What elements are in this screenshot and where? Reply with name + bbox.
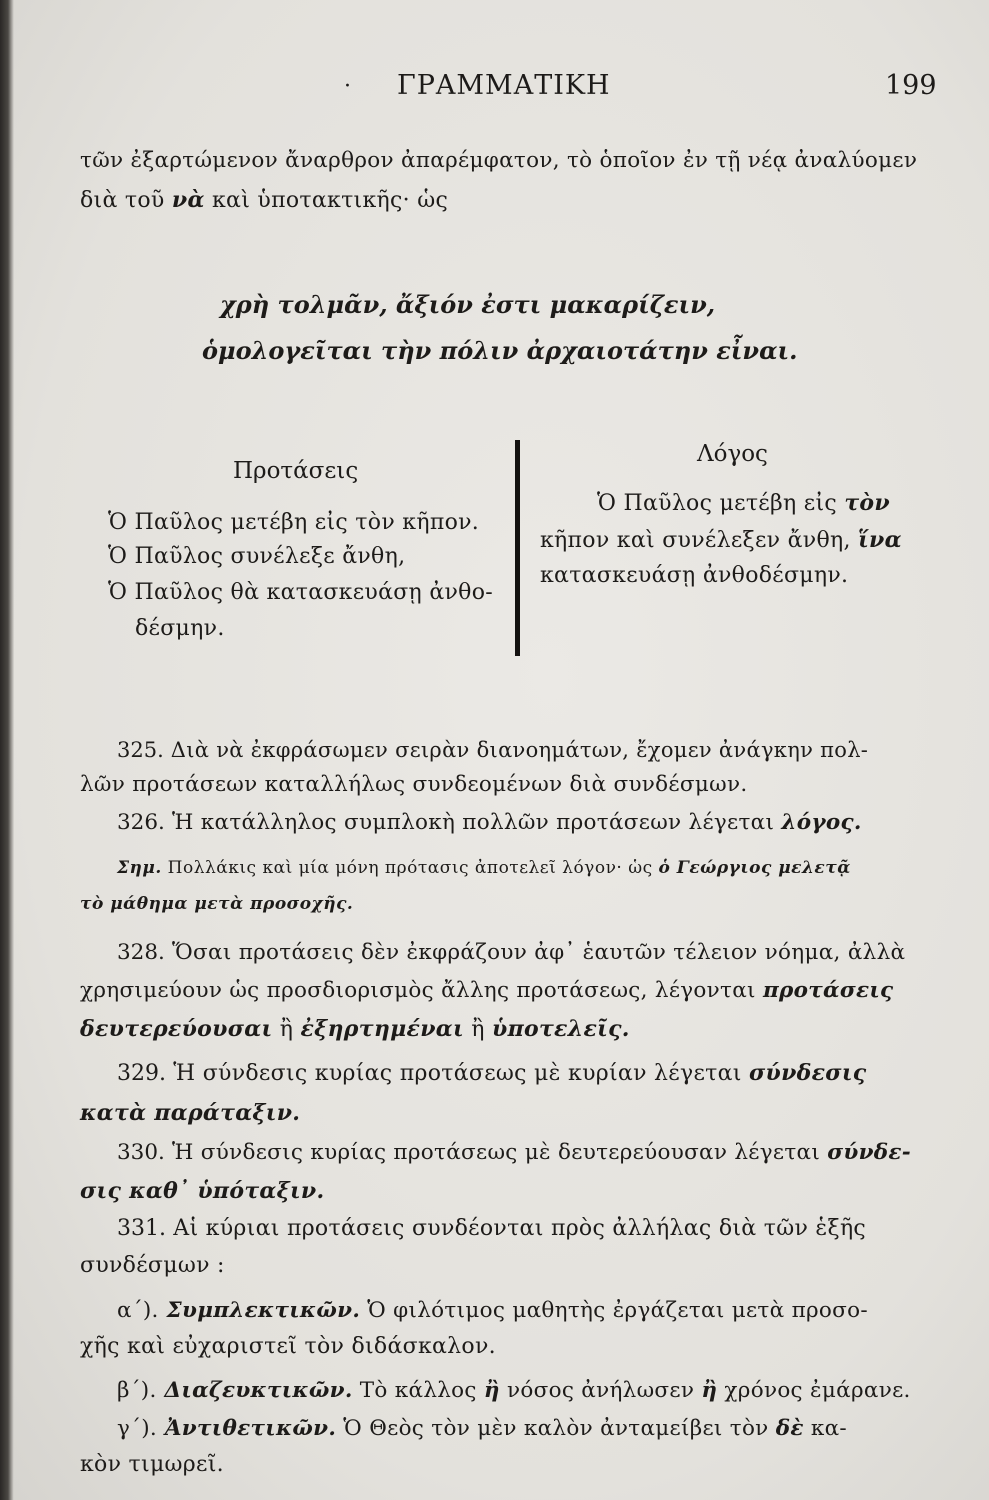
note-example: ὁ Γεώργιος μελετᾷ xyxy=(658,858,851,878)
item-term: δὲ xyxy=(775,1416,804,1441)
column-divider xyxy=(515,440,520,656)
paragraph-number: 330. xyxy=(117,1140,165,1165)
item-term: ἢ xyxy=(701,1378,718,1403)
paragraph-325-line-2: λῶν προτάσεων καταλλήλως συνδεομένων διὰ συνδέσμων. xyxy=(80,772,748,797)
paragraph-text: ἢ xyxy=(272,1017,301,1042)
paragraph-330-line-2: σις καθ᾽ ὑπόταξιν. xyxy=(80,1178,325,1204)
paragraph-text: Ὅσαι προτάσεις δὲν ἐκφράζουν ἀφ᾽ ἑαυτῶν τέλειον νόημα, ἀλλὰ xyxy=(164,940,906,965)
right-column-line-3: κατασκευάσῃ ἀνθοδέσμην. xyxy=(540,563,849,588)
item-text: Ὁ φιλότιμος μαθητὴς ἐργάζεται μετὰ προσο- xyxy=(360,1298,868,1323)
left-column-line: δέσμην. xyxy=(135,616,225,641)
item-term: Συμπλεκτικῶν. xyxy=(158,1298,361,1323)
intro-line-1: τῶν ἐξαρτώμενον ἄναρθρον ἀπαρέμφατον, τὸ ὁποῖον ἐν τῇ νέᾳ ἀναλύομεν xyxy=(80,148,918,173)
item-b-line xyxy=(117,1378,911,1403)
paragraph-term: σύνδεσις xyxy=(749,1060,867,1086)
right-column-text: Ὁ Παῦλος μετέβη εἰς xyxy=(597,491,845,516)
item-text: Τὸ κάλλος xyxy=(352,1378,484,1403)
paragraph-term: προτάσεις xyxy=(762,978,894,1003)
item-term: Διαζευκτικῶν. xyxy=(156,1378,353,1403)
item-label: α΄). xyxy=(117,1298,159,1323)
paragraph-329-line-2: κατὰ παράταξιν. xyxy=(80,1100,301,1126)
item-text: Ὁ Θεὸς τὸν μὲν καλὸν ἀνταμείβει τὸν xyxy=(336,1416,776,1441)
note-label: Σημ. xyxy=(117,858,162,878)
paragraph-331-line-2: συνδέσμων : xyxy=(80,1253,225,1278)
paragraph-term: ὑποτελεῖς. xyxy=(492,1016,630,1042)
paragraph-330-line-1 xyxy=(117,1140,911,1165)
item-c-line-1 xyxy=(117,1416,847,1441)
paragraph-text: ἢ xyxy=(463,1017,493,1042)
paragraph-328-line-3 xyxy=(80,1016,630,1042)
paragraph-text: Ἡ σύνδεσις κυρίας προτάσεως μὲ κυρίαν λέγεται xyxy=(165,1061,749,1086)
intro-term: νὰ xyxy=(171,187,205,213)
quote-line-2: ὁμολογεῖται τὴν πόλιν ἀρχαιοτάτην εἶναι. xyxy=(202,336,798,365)
note-text: Πολλάκις καὶ μία μόνη πρότασις ἀποτελεῖ λόγον· ὡς xyxy=(161,858,659,878)
left-column-line: Ὁ Παῦλος θὰ κατασκευάσῃ ἀνθο- xyxy=(108,580,493,605)
item-term: Ἀντιθετικῶν. xyxy=(157,1416,337,1441)
note-line-2: τὸ μάθημα μετὰ προσοχῆς. xyxy=(80,894,354,914)
paragraph-number: 329. xyxy=(117,1061,166,1086)
intro-text: διὰ τοῦ xyxy=(80,188,172,213)
paragraph-number: 328. xyxy=(117,940,165,965)
right-column-title: Λόγος xyxy=(697,441,768,467)
right-column-line-2 xyxy=(540,527,902,553)
left-column-title: Προτάσεις xyxy=(233,458,359,484)
right-column-line-1 xyxy=(597,490,890,516)
left-column-line: Ὁ Παῦλος μετέβη εἰς τὸν κῆπον. xyxy=(108,510,480,535)
right-column-text: κῆπον καὶ συνέλεξεν ἄνθη, xyxy=(540,528,859,553)
paragraph-328-line-2 xyxy=(80,978,893,1003)
item-a-line-1 xyxy=(117,1298,868,1323)
paragraph-text: Ἡ σύνδεσις κυρίας προτάσεως μὲ δευτερεύουσαν λέγεται xyxy=(164,1140,828,1165)
paragraph-326 xyxy=(117,810,862,835)
paragraph-331-line-1 xyxy=(117,1216,866,1241)
item-c-line-2: κὸν τιμωρεῖ. xyxy=(80,1452,224,1477)
item-text: κα- xyxy=(803,1416,847,1441)
note-line-1 xyxy=(117,858,851,878)
paragraph-number: 326. xyxy=(117,810,165,835)
quote-line-1: χρὴ τολμᾶν, ἄξιόν ἐστι μακαρίζειν, xyxy=(220,290,716,319)
paragraph-term: δευτερεύουσαι xyxy=(80,1016,273,1042)
paragraph-329-line-1 xyxy=(117,1060,866,1086)
page-header-title: ΓΡΑΜΜΑΤΙΚΗ xyxy=(397,70,611,101)
item-a-line-2: χῆς καὶ εὐχαριστεῖ τὸν διδάσκαλον. xyxy=(80,1334,496,1359)
paragraph-325-line-1 xyxy=(117,738,868,762)
paragraph-text: χρησιμεύουν ὡς προσδιορισμὸς ἄλλης προτάσεως, λέγονται xyxy=(80,978,763,1003)
paragraph-term: σύνδε- xyxy=(827,1140,912,1165)
intro-text: καὶ ὑποτακτικῆς· ὡς xyxy=(204,188,449,213)
paragraph-number: 331. xyxy=(117,1216,166,1241)
paragraph-text: Ἡ κατάλληλος συμπλοκὴ πολλῶν προτάσεων λέγεται xyxy=(164,810,782,835)
item-text: νόσος ἀνήλωσεν xyxy=(499,1378,702,1403)
header-dot: · xyxy=(344,74,351,99)
item-term: ἢ xyxy=(483,1378,500,1403)
paragraph-text: Αἱ κύριαι προτάσεις συνδέονται πρὸς ἀλλήλας διὰ τῶν ἑξῆς xyxy=(165,1216,867,1241)
item-label: γ΄). xyxy=(117,1416,158,1441)
item-text: χρόνος ἐμάρανε. xyxy=(717,1378,911,1403)
item-label: β΄). xyxy=(117,1378,157,1403)
paragraph-328-line-1 xyxy=(117,940,905,965)
right-column-bold: τὸν xyxy=(844,490,890,516)
paragraph-term: λόγος. xyxy=(781,810,862,835)
paragraph-number: 325. xyxy=(117,738,164,762)
intro-line-2 xyxy=(80,187,448,213)
page-number: 199 xyxy=(885,70,937,101)
paragraph-term: ἐξηρτημέναι xyxy=(300,1016,464,1042)
paragraph-text: Διὰ νὰ ἐκφράσωμεν σειρὰν διανοημάτων, ἔχομεν ἀνάγκην πολ- xyxy=(163,738,869,762)
right-column-bold: ἵνα xyxy=(858,527,902,553)
left-column-line: Ὁ Παῦλος συνέλεξε ἄνθη, xyxy=(108,544,406,569)
